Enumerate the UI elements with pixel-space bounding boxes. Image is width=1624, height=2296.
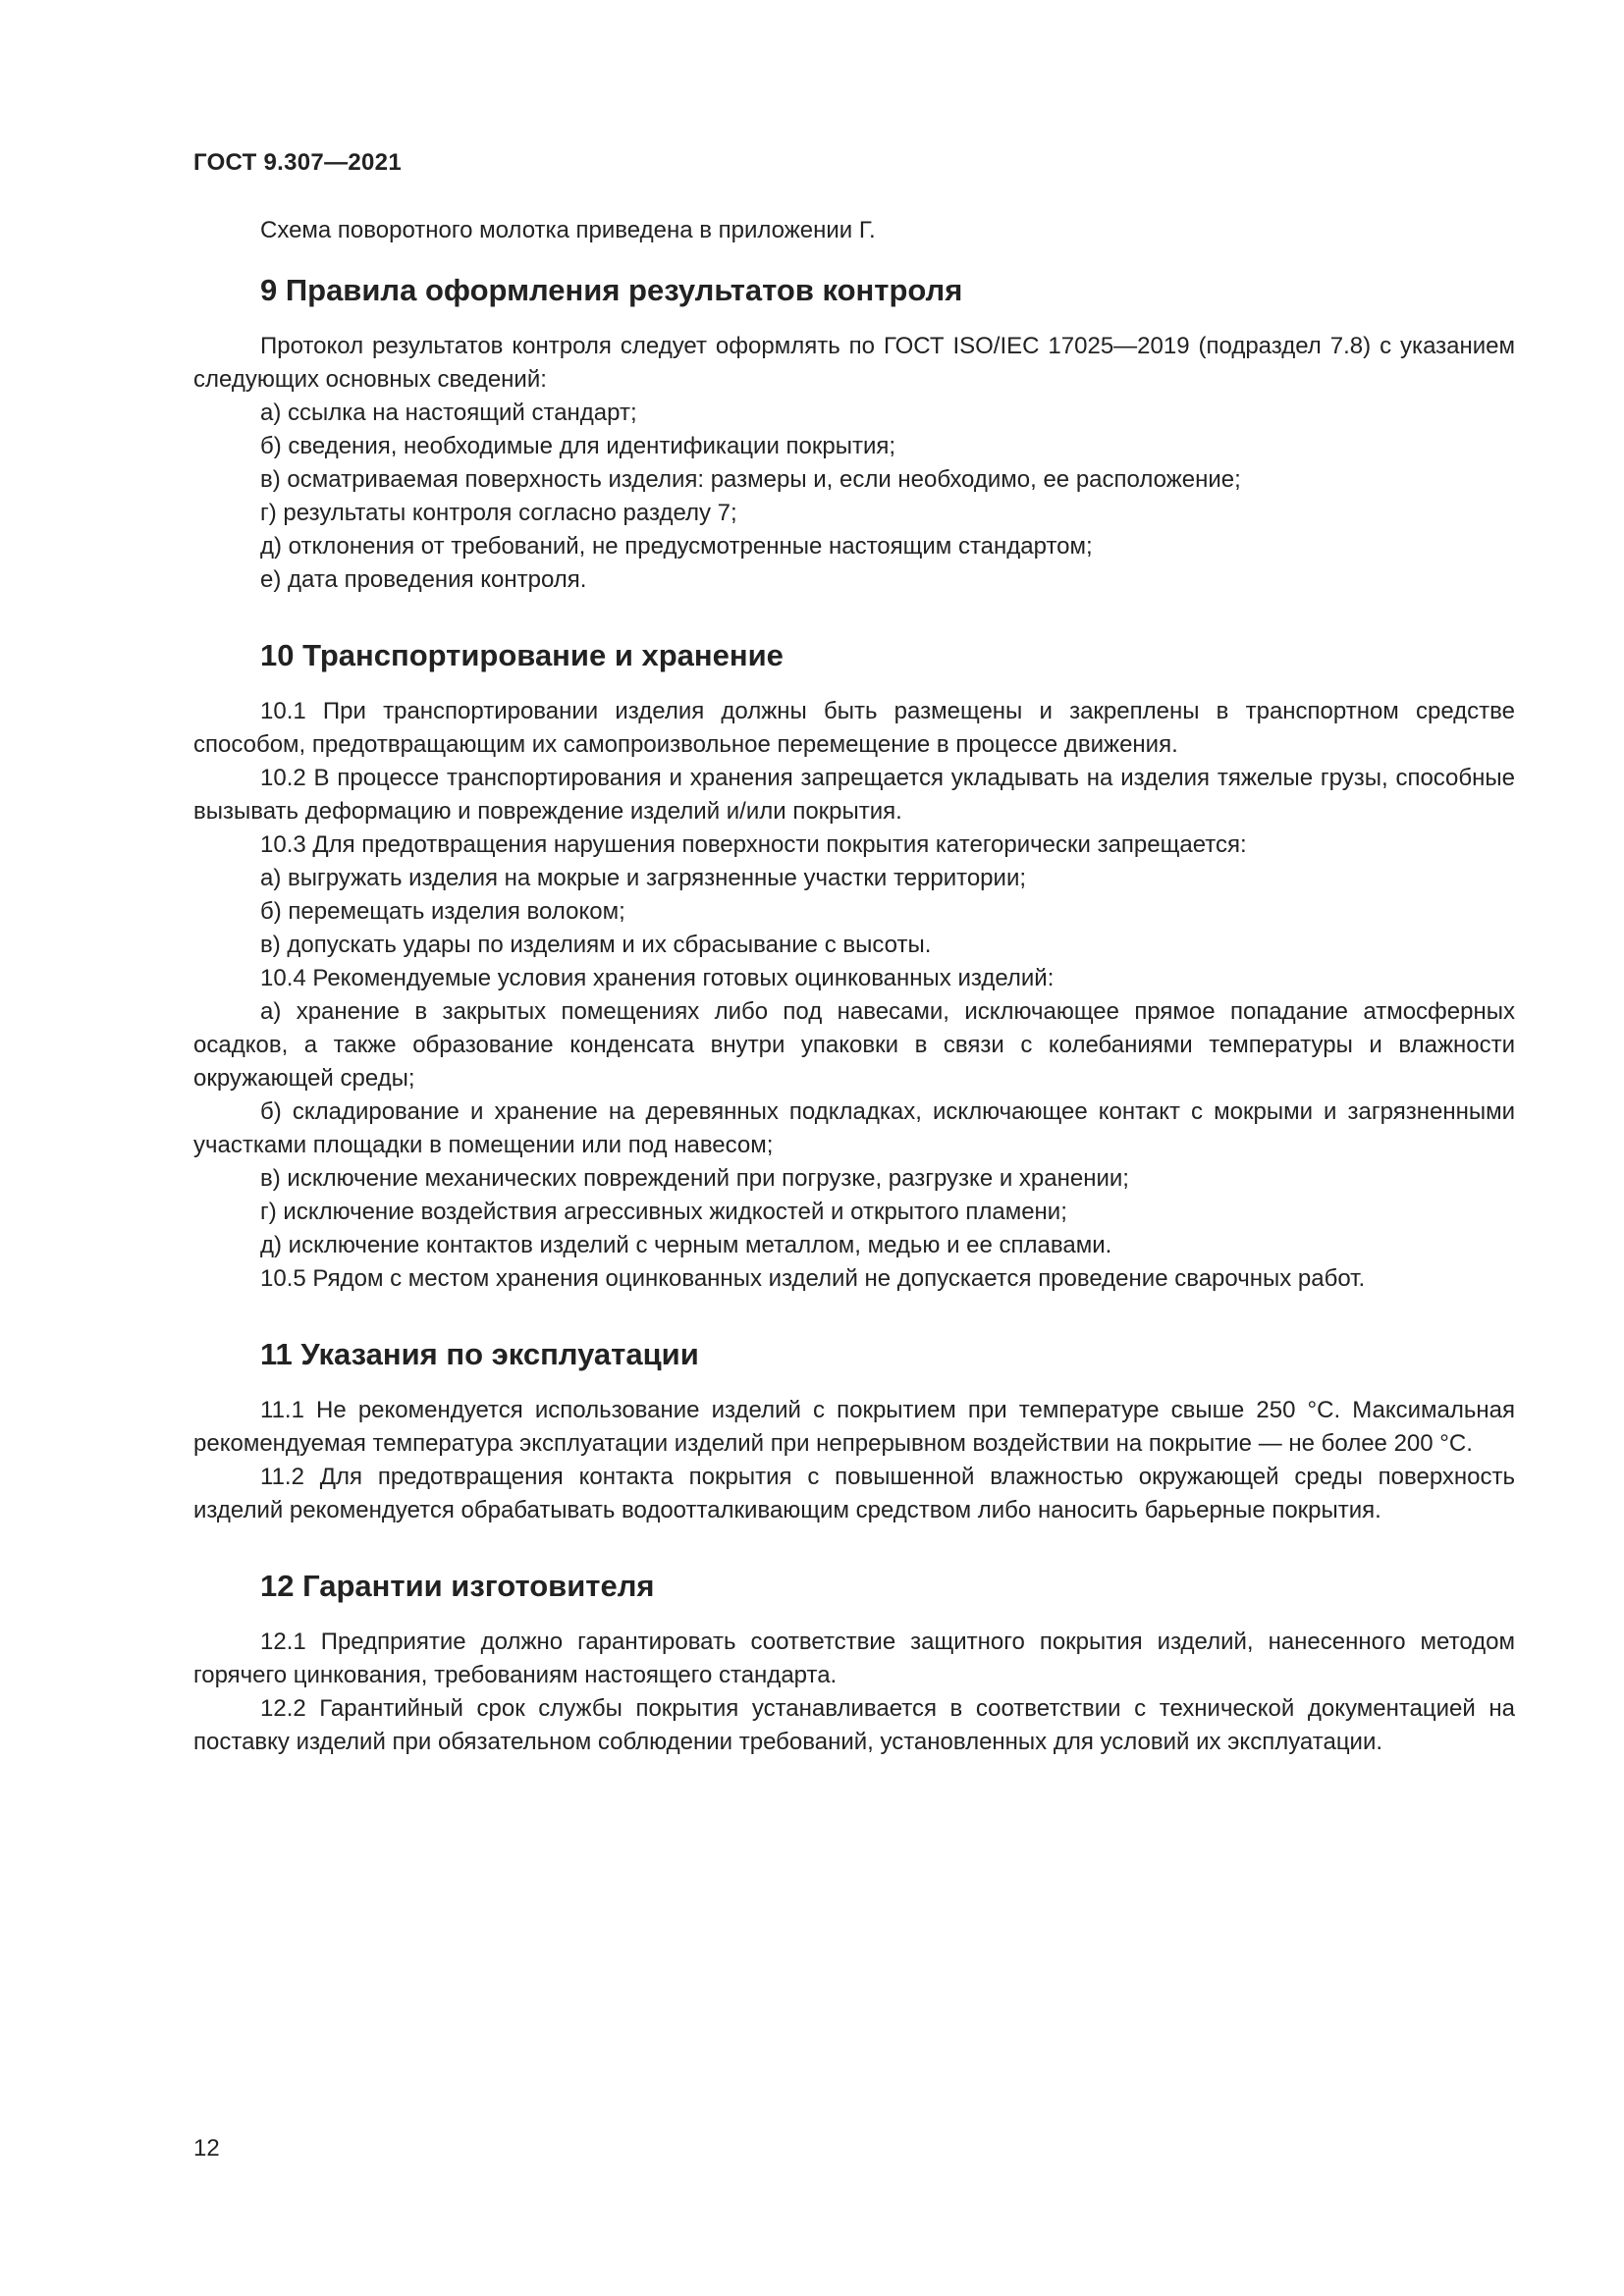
section-9-item: г) результаты контроля согласно разделу 7;	[260, 500, 737, 526]
intro-text: Схема поворотного молотка приведена в приложении Г.	[260, 217, 876, 243]
clause-10-3-item: б) перемещать изделия волоком;	[260, 898, 625, 925]
clause-10-4-item-a: а) хранение в закрытых помещениях либо под навесами, исключающее прямое попадание атмосферных осадков, а также образование конденсата внутри упаковки в связи с колебаниями температуры и влажности окружающей среды;	[193, 998, 1515, 1092]
section-9-item: а) ссылка на настоящий стандарт;	[260, 400, 637, 426]
clause-10-4-item: г) исключение воздействия агрессивных жидкостей и открытого пламени;	[260, 1199, 1067, 1225]
section-10-heading: 10 Транспортирование и хранение	[260, 638, 784, 672]
section-11-heading: 11 Указания по эксплуатации	[260, 1337, 699, 1371]
document-body	[193, 214, 1515, 1759]
section-9-paragraph: Протокол результатов контроля следует оформлять по ГОСТ ISO/IEC 17025—2019 (подраздел 7.8) с указанием следующих основных сведений:	[193, 333, 1515, 393]
document-header: ГОСТ 9.307—2021	[193, 149, 402, 176]
clause-11-2: 11.2 Для предотвращения контакта покрытия с повышенной влажностью окружающей среды поверхность изделий рекомендуется обрабатывать водоотталкивающим средством либо наносить барьерные покрытия.	[193, 1464, 1515, 1523]
clause-10-3-item: в) допускать удары по изделиям и их сбрасывание с высоты.	[260, 932, 932, 958]
clause-10-1: 10.1 При транспортировании изделия должны быть размещены и закреплены в транспортном средстве способом, предотвращающим их самопроизвольное перемещение в процессе движения.	[193, 698, 1515, 758]
section-9-item: д) отклонения от требований, не предусмотренные настоящим стандартом;	[260, 533, 1093, 560]
section-9-item: е) дата проведения контроля.	[260, 566, 587, 593]
section-9-item: в) осматриваемая поверхность изделия: размеры и, если необходимо, ее расположение;	[260, 466, 1241, 493]
section-9-item: б) сведения, необходимые для идентификации покрытия;	[260, 433, 896, 459]
page-number: 12	[193, 2135, 220, 2162]
clause-10-4-item-b: б) складирование и хранение на деревянных подкладках, исключающее контакт с мокрыми и загрязненными участками площадки в помещении или под навесом;	[193, 1098, 1515, 1158]
clause-10-4: 10.4 Рекомендуемые условия хранения готовых оцинкованных изделий:	[260, 965, 1055, 991]
clause-12-1: 12.1 Предприятие должно гарантировать соответствие защитного покрытия изделий, нанесенного методом горячего цинкования, требованиям настоящего стандарта.	[193, 1629, 1515, 1688]
section-9-heading: 9 Правила оформления результатов контроля	[260, 273, 963, 307]
clause-10-4-item: д) исключение контактов изделий с черным металлом, медью и ее сплавами.	[260, 1232, 1112, 1258]
clause-10-3: 10.3 Для предотвращения нарушения поверхности покрытия категорически запрещается:	[260, 831, 1247, 858]
clause-10-2: 10.2 В процессе транспортирования и хранения запрещается укладывать на изделия тяжелые грузы, способные вызывать деформацию и повреждение изделий и/или покрытия.	[193, 765, 1515, 825]
clause-11-1: 11.1 Не рекомендуется использование изделий с покрытием при температуре свыше 250 °С. Максимальная рекомендуемая температура эксплуатации изделий при непрерывном воздействии на покрытие — не более 200 °С.	[193, 1397, 1515, 1457]
clause-12-2: 12.2 Гарантийный срок службы покрытия устанавливается в соответствии с технической документацией на поставку изделий при обязательном соблюдении требований, установленных для условий их эксплуатации.	[193, 1695, 1515, 1755]
clause-10-5: 10.5 Рядом с местом хранения оцинкованных изделий не допускается проведение сварочных работ.	[260, 1265, 1366, 1292]
section-12-heading: 12 Гарантии изготовителя	[260, 1569, 655, 1603]
clause-10-4-item: в) исключение механических повреждений при погрузке, разгрузке и хранении;	[260, 1165, 1129, 1192]
clause-10-3-item: а) выгружать изделия на мокрые и загрязненные участки территории;	[260, 865, 1027, 891]
